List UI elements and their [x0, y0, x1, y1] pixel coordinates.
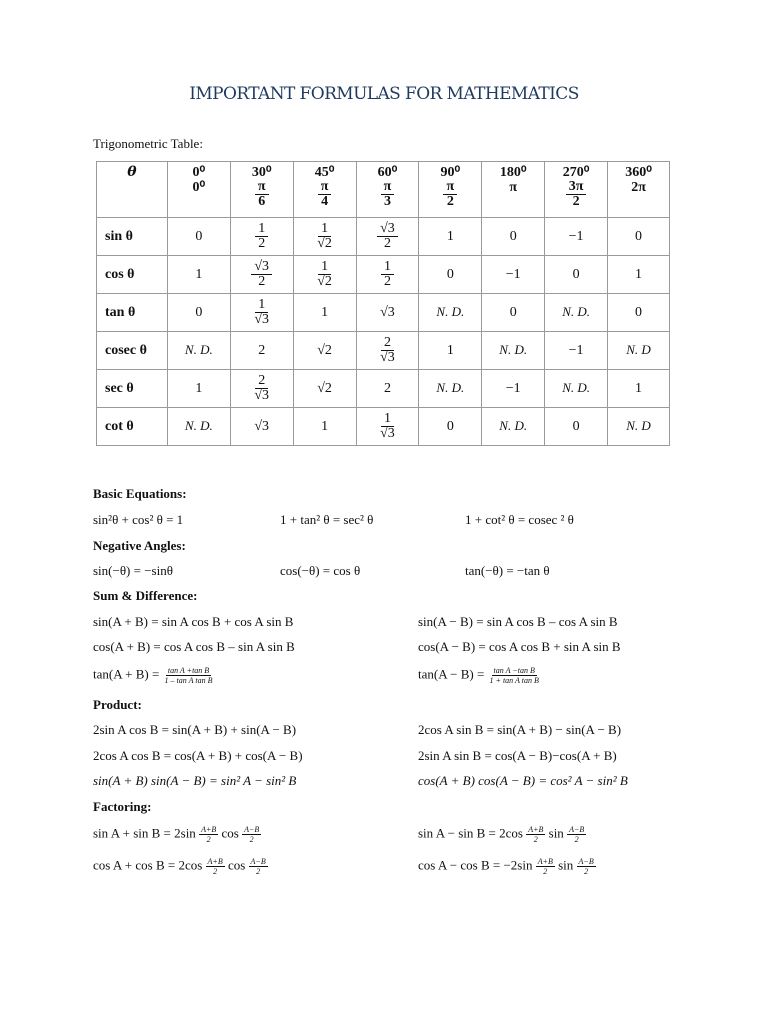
value-cell — [167, 294, 230, 332]
product-row-2 — [0, 748, 768, 768]
table-row — [97, 256, 670, 294]
half-sum-numerator: A+B — [207, 857, 223, 866]
value-text: 1 — [446, 342, 454, 358]
product-row-1 — [0, 722, 768, 742]
value-cell — [608, 332, 670, 370]
not-defined-value: N. D. — [499, 342, 528, 357]
value-denominator: 2 — [258, 274, 266, 289]
value-text: 1 — [635, 380, 643, 396]
tan-sum-formula — [93, 666, 214, 685]
value-cell — [419, 408, 482, 446]
not-defined-value: N. D. — [499, 418, 528, 433]
header-degree: 270⁰ — [562, 165, 590, 180]
value-cell — [419, 370, 482, 408]
value-cell — [545, 256, 608, 294]
half-sum-fraction — [206, 857, 225, 876]
value-numerator: 1 — [255, 222, 268, 237]
value-denominator: √2 — [317, 236, 332, 251]
header-radian-fraction — [566, 180, 587, 209]
product-cos-sum-cos-diff: cos(A + B) cos(A − B) = cos² A − sin² B — [418, 773, 628, 788]
value-cell — [293, 408, 356, 446]
value-text: −1 — [505, 266, 521, 282]
value-denominator: √2 — [317, 274, 332, 289]
value-text: 0 — [195, 228, 203, 244]
value-cell — [293, 218, 356, 256]
value-fraction — [377, 412, 398, 441]
not-defined-value: N. D. — [184, 342, 213, 357]
value-text: 0 — [572, 418, 580, 434]
table-row — [97, 294, 670, 332]
factoring-label: Factoring: — [93, 799, 152, 814]
value-text: √2 — [317, 380, 332, 396]
function-name-cell: tan θ — [97, 294, 168, 332]
half-diff-numerator: A−B — [250, 857, 266, 866]
value-cell — [167, 370, 230, 408]
product-2cos-cos: 2cos A cos B = cos(A + B) + cos(A − B) — [93, 748, 303, 763]
trig-table-label: Trigonometric Table: — [93, 136, 203, 151]
value-cell — [293, 332, 356, 370]
value-cell — [545, 218, 608, 256]
header-angle-cell — [608, 162, 670, 218]
sum-difference-label: Sum & Difference: — [93, 588, 198, 603]
trig-table — [96, 161, 670, 446]
sum-difference-row-cos — [0, 639, 768, 659]
value-numerator: 1 — [255, 298, 268, 313]
value-fraction — [251, 260, 272, 289]
header-degree: 90⁰ — [440, 165, 461, 180]
value-cell — [356, 370, 419, 408]
header-radian: 2π — [631, 180, 646, 195]
product-2cos-sin: 2cos A sin B = sin(A + B) − sin(A − B) — [418, 722, 622, 737]
value-text: 1 — [446, 228, 454, 244]
header-radian-numerator: π — [381, 180, 395, 195]
value-cell — [482, 256, 545, 294]
header-degree: 0⁰ — [192, 165, 206, 180]
value-text: 0 — [635, 304, 643, 320]
header-theta — [127, 165, 136, 180]
value-text: 0 — [509, 228, 517, 244]
value-text: √3 — [380, 304, 395, 320]
value-numerator: 1 — [318, 222, 331, 237]
header-degree: 45⁰ — [314, 165, 335, 180]
value-cell — [608, 408, 670, 446]
value-cell — [419, 218, 482, 256]
value-denominator: √3 — [380, 426, 395, 441]
value-denominator: √3 — [380, 350, 395, 365]
value-cell — [482, 332, 545, 370]
value-cell — [545, 332, 608, 370]
value-cell — [608, 256, 670, 294]
value-fraction — [255, 222, 268, 251]
product-row-3 — [0, 773, 768, 793]
value-numerator: √3 — [377, 222, 398, 237]
value-cell — [356, 256, 419, 294]
factor-cos-minus-cos-mid: sin — [558, 857, 574, 873]
half-sum-numerator: A+B — [528, 825, 544, 834]
factor-sin-plus-sin — [93, 825, 261, 844]
header-radian-numerator: π — [318, 180, 332, 195]
table-row — [97, 332, 670, 370]
cos-diff-formula: cos(A − B) = cos A cos B + sin A sin B — [418, 639, 621, 654]
half-denominator: 2 — [574, 835, 579, 844]
not-defined-value: N. D. — [184, 418, 213, 433]
half-denominator: 2 — [543, 867, 548, 876]
value-cell — [356, 218, 419, 256]
value-text: 1 — [321, 418, 329, 434]
sum-difference-row-sin — [0, 614, 768, 634]
half-diff-fraction — [567, 825, 586, 844]
value-denominator: √3 — [254, 388, 270, 403]
header-angle-cell — [167, 162, 230, 218]
function-name-cell: cot θ — [97, 408, 168, 446]
value-cell — [356, 294, 419, 332]
header-radian-denominator: 2 — [572, 194, 580, 209]
value-text: −1 — [568, 228, 584, 244]
not-defined-value: N. D. — [562, 304, 590, 319]
value-cell — [167, 332, 230, 370]
half-denominator: 2 — [256, 867, 261, 876]
header-radian-fraction — [318, 180, 332, 209]
header-radian-denominator: 3 — [383, 194, 391, 209]
pythagorean-identity-sin-cos: sin²θ + cos² θ = 1 — [93, 512, 184, 527]
not-defined-value: N. D — [626, 418, 651, 433]
table-row — [97, 218, 670, 256]
value-text: 0 — [572, 266, 580, 282]
factor-sin-minus-sin — [418, 825, 586, 844]
value-cell — [167, 408, 230, 446]
product-2sin-cos: 2sin A cos B = sin(A + B) + sin(A − B) — [93, 722, 297, 737]
sin-diff-formula: sin(A − B) = sin A cos B – cos A sin B — [418, 614, 618, 629]
value-text: −1 — [568, 342, 584, 358]
not-defined-value: N. D. — [436, 304, 465, 319]
value-fraction — [314, 260, 335, 289]
tan-sum-lhs: tan(A + B) = — [93, 666, 160, 682]
tan-sum-fraction — [163, 666, 215, 685]
trig-table-header-row — [97, 162, 670, 218]
value-text: 1 — [195, 380, 203, 396]
negative-tan: tan(−θ) = −tan θ — [465, 563, 550, 578]
value-cell — [419, 294, 482, 332]
header-radian-numerator: π — [255, 180, 269, 195]
half-denominator: 2 — [249, 835, 254, 844]
pythagorean-identity-cot-cosec: 1 + cot² θ = cosec ² θ — [465, 512, 574, 527]
value-text: 0 — [195, 304, 203, 320]
function-name-cell: sin θ — [97, 218, 168, 256]
factor-sin-minus-sin-lhs: sin A − sin B = 2cos — [418, 825, 523, 841]
value-cell — [356, 332, 419, 370]
negative-angles-row — [0, 563, 768, 583]
header-degree: 30⁰ — [251, 165, 272, 180]
half-sum-fraction — [536, 857, 555, 876]
product-label: Product: — [93, 697, 142, 712]
value-cell — [230, 332, 293, 370]
value-numerator: 1 — [381, 260, 394, 275]
value-text: 0 — [446, 418, 454, 434]
negative-cos: cos(−θ) = cos θ — [280, 563, 361, 578]
value-text: 2 — [383, 380, 391, 396]
sin-sum-formula: sin(A + B) = sin A cos B + cos A sin B — [93, 614, 294, 629]
value-denominator: √3 — [254, 312, 270, 327]
header-radian-fraction — [381, 180, 395, 209]
factor-cos-plus-cos — [93, 857, 268, 876]
value-numerator: 1 — [318, 260, 331, 275]
half-denominator: 2 — [533, 835, 538, 844]
value-cell — [482, 218, 545, 256]
page-title: IMPORTANT FORMULAS FOR MATHEMATICS — [189, 84, 579, 104]
product-2sin-sin: 2sin A sin B = cos(A − B)−cos(A + B) — [418, 748, 617, 763]
header-angle-cell — [230, 162, 293, 218]
value-cell — [230, 370, 293, 408]
factor-sin-plus-sin-lhs: sin A + sin B = 2sin — [93, 825, 196, 841]
negative-sin: sin(−θ) = −sinθ — [93, 563, 173, 578]
header-radian-denominator: 6 — [258, 194, 266, 209]
tan-sum-numerator: tan A +tan B — [167, 666, 210, 675]
not-defined-value: N. D — [626, 342, 651, 357]
header-angle-cell — [545, 162, 608, 218]
half-sum-fraction — [199, 825, 218, 844]
value-cell — [230, 294, 293, 332]
half-diff-fraction — [249, 857, 268, 876]
not-defined-value: N. D. — [436, 380, 465, 395]
value-fraction — [377, 336, 398, 365]
factor-sin-minus-sin-mid: sin — [548, 825, 564, 841]
header-radian: π — [509, 180, 518, 195]
value-numerator: 1 — [381, 412, 394, 427]
header-radian-fraction — [255, 180, 269, 209]
header-radian-denominator: 2 — [446, 194, 454, 209]
value-denominator: 2 — [258, 236, 266, 251]
value-denominator: 2 — [383, 274, 391, 289]
value-cell — [293, 370, 356, 408]
header-degree: 60⁰ — [377, 165, 398, 180]
value-cell — [356, 408, 419, 446]
factor-cos-plus-cos-lhs: cos A + cos B = 2cos — [93, 857, 203, 873]
header-theta-cell — [97, 162, 168, 218]
value-cell — [419, 332, 482, 370]
value-cell — [482, 408, 545, 446]
theta-symbol: θ — [127, 164, 137, 180]
header-angle-cell — [293, 162, 356, 218]
value-text: 0 — [509, 304, 517, 320]
header-angle-cell — [419, 162, 482, 218]
value-cell — [293, 294, 356, 332]
value-text: 0 — [446, 266, 454, 282]
value-cell — [608, 370, 670, 408]
factoring-row-1 — [0, 822, 768, 850]
table-row — [97, 370, 670, 408]
tan-diff-fraction — [488, 666, 541, 685]
tan-sum-denominator: 1 – tan A tan B — [164, 676, 213, 685]
half-denominator: 2 — [206, 835, 211, 844]
half-sum-numerator: A+B — [537, 857, 553, 866]
tan-diff-denominator: 1 + tan A tan B — [489, 676, 539, 685]
basic-equations-label: Basic Equations: — [93, 486, 187, 501]
header-radian-denominator: 4 — [321, 194, 329, 209]
half-diff-numerator: A−B — [569, 825, 585, 834]
table-row — [97, 408, 670, 446]
half-denominator: 2 — [213, 867, 218, 876]
value-cell — [230, 218, 293, 256]
function-name-cell: sec θ — [97, 370, 168, 408]
half-sum-fraction — [526, 825, 545, 844]
value-fraction — [251, 298, 272, 327]
half-diff-fraction — [577, 857, 596, 876]
value-cell — [167, 218, 230, 256]
value-fraction — [314, 222, 335, 251]
value-cell — [545, 294, 608, 332]
value-text: 1 — [635, 266, 643, 282]
sum-difference-row-tan — [0, 662, 768, 690]
factor-cos-minus-cos — [418, 857, 596, 876]
header-radian: 0⁰ — [192, 180, 206, 195]
pythagorean-identity-tan-sec: 1 + tan² θ = sec² θ — [280, 512, 374, 527]
header-radian-numerator: π — [443, 180, 457, 195]
header-degree: 360⁰ — [625, 165, 652, 180]
value-text: −1 — [505, 380, 521, 396]
value-numerator: √3 — [251, 260, 272, 275]
value-text: √2 — [317, 342, 332, 358]
value-cell — [293, 256, 356, 294]
value-cell — [608, 218, 670, 256]
half-diff-numerator: A−B — [578, 857, 594, 866]
value-text: 0 — [635, 228, 643, 244]
value-cell — [167, 256, 230, 294]
half-sum-numerator: A+B — [201, 825, 217, 834]
half-denominator: 2 — [584, 867, 589, 876]
function-name-cell: cos θ — [97, 256, 168, 294]
value-text: 1 — [321, 304, 329, 320]
function-name-cell: cosec θ — [97, 332, 168, 370]
negative-angles-label: Negative Angles: — [93, 538, 186, 553]
not-defined-value: N. D. — [562, 380, 590, 395]
header-radian-numerator: 3π — [566, 180, 587, 195]
value-fraction — [381, 260, 394, 289]
value-cell — [419, 256, 482, 294]
value-fraction — [377, 222, 398, 251]
value-fraction — [251, 374, 272, 403]
half-diff-fraction — [242, 825, 261, 844]
value-cell — [608, 294, 670, 332]
value-cell — [545, 370, 608, 408]
value-cell — [230, 408, 293, 446]
header-radian-fraction — [443, 180, 457, 209]
factoring-row-2 — [0, 854, 768, 882]
value-numerator: 2 — [255, 374, 268, 389]
tan-diff-numerator: tan A −tan B — [493, 666, 535, 675]
value-text: √3 — [254, 418, 270, 434]
header-angle-cell — [482, 162, 545, 218]
tan-diff-formula — [418, 666, 541, 685]
value-cell — [545, 408, 608, 446]
value-text: 2 — [258, 342, 266, 358]
header-angle-cell — [356, 162, 419, 218]
factor-cos-plus-cos-mid: cos — [227, 857, 246, 873]
value-text: 1 — [195, 266, 203, 282]
half-diff-numerator: A−B — [244, 825, 260, 834]
cos-sum-formula: cos(A + B) = cos A cos B – sin A sin B — [93, 639, 295, 654]
header-degree: 180⁰ — [499, 165, 527, 180]
factor-cos-minus-cos-lhs: cos A − cos B = −2sin — [418, 857, 533, 873]
value-denominator: 2 — [383, 236, 391, 251]
value-cell — [230, 256, 293, 294]
value-numerator: 2 — [381, 336, 394, 351]
basic-equations-row — [0, 512, 768, 532]
product-sin-sum-sin-diff: sin(A + B) sin(A − B) = sin² A − sin² B — [93, 773, 297, 788]
value-cell — [482, 370, 545, 408]
factor-sin-plus-sin-mid: cos — [221, 825, 239, 841]
value-cell — [482, 294, 545, 332]
tan-diff-lhs: tan(A − B) = — [418, 666, 485, 682]
